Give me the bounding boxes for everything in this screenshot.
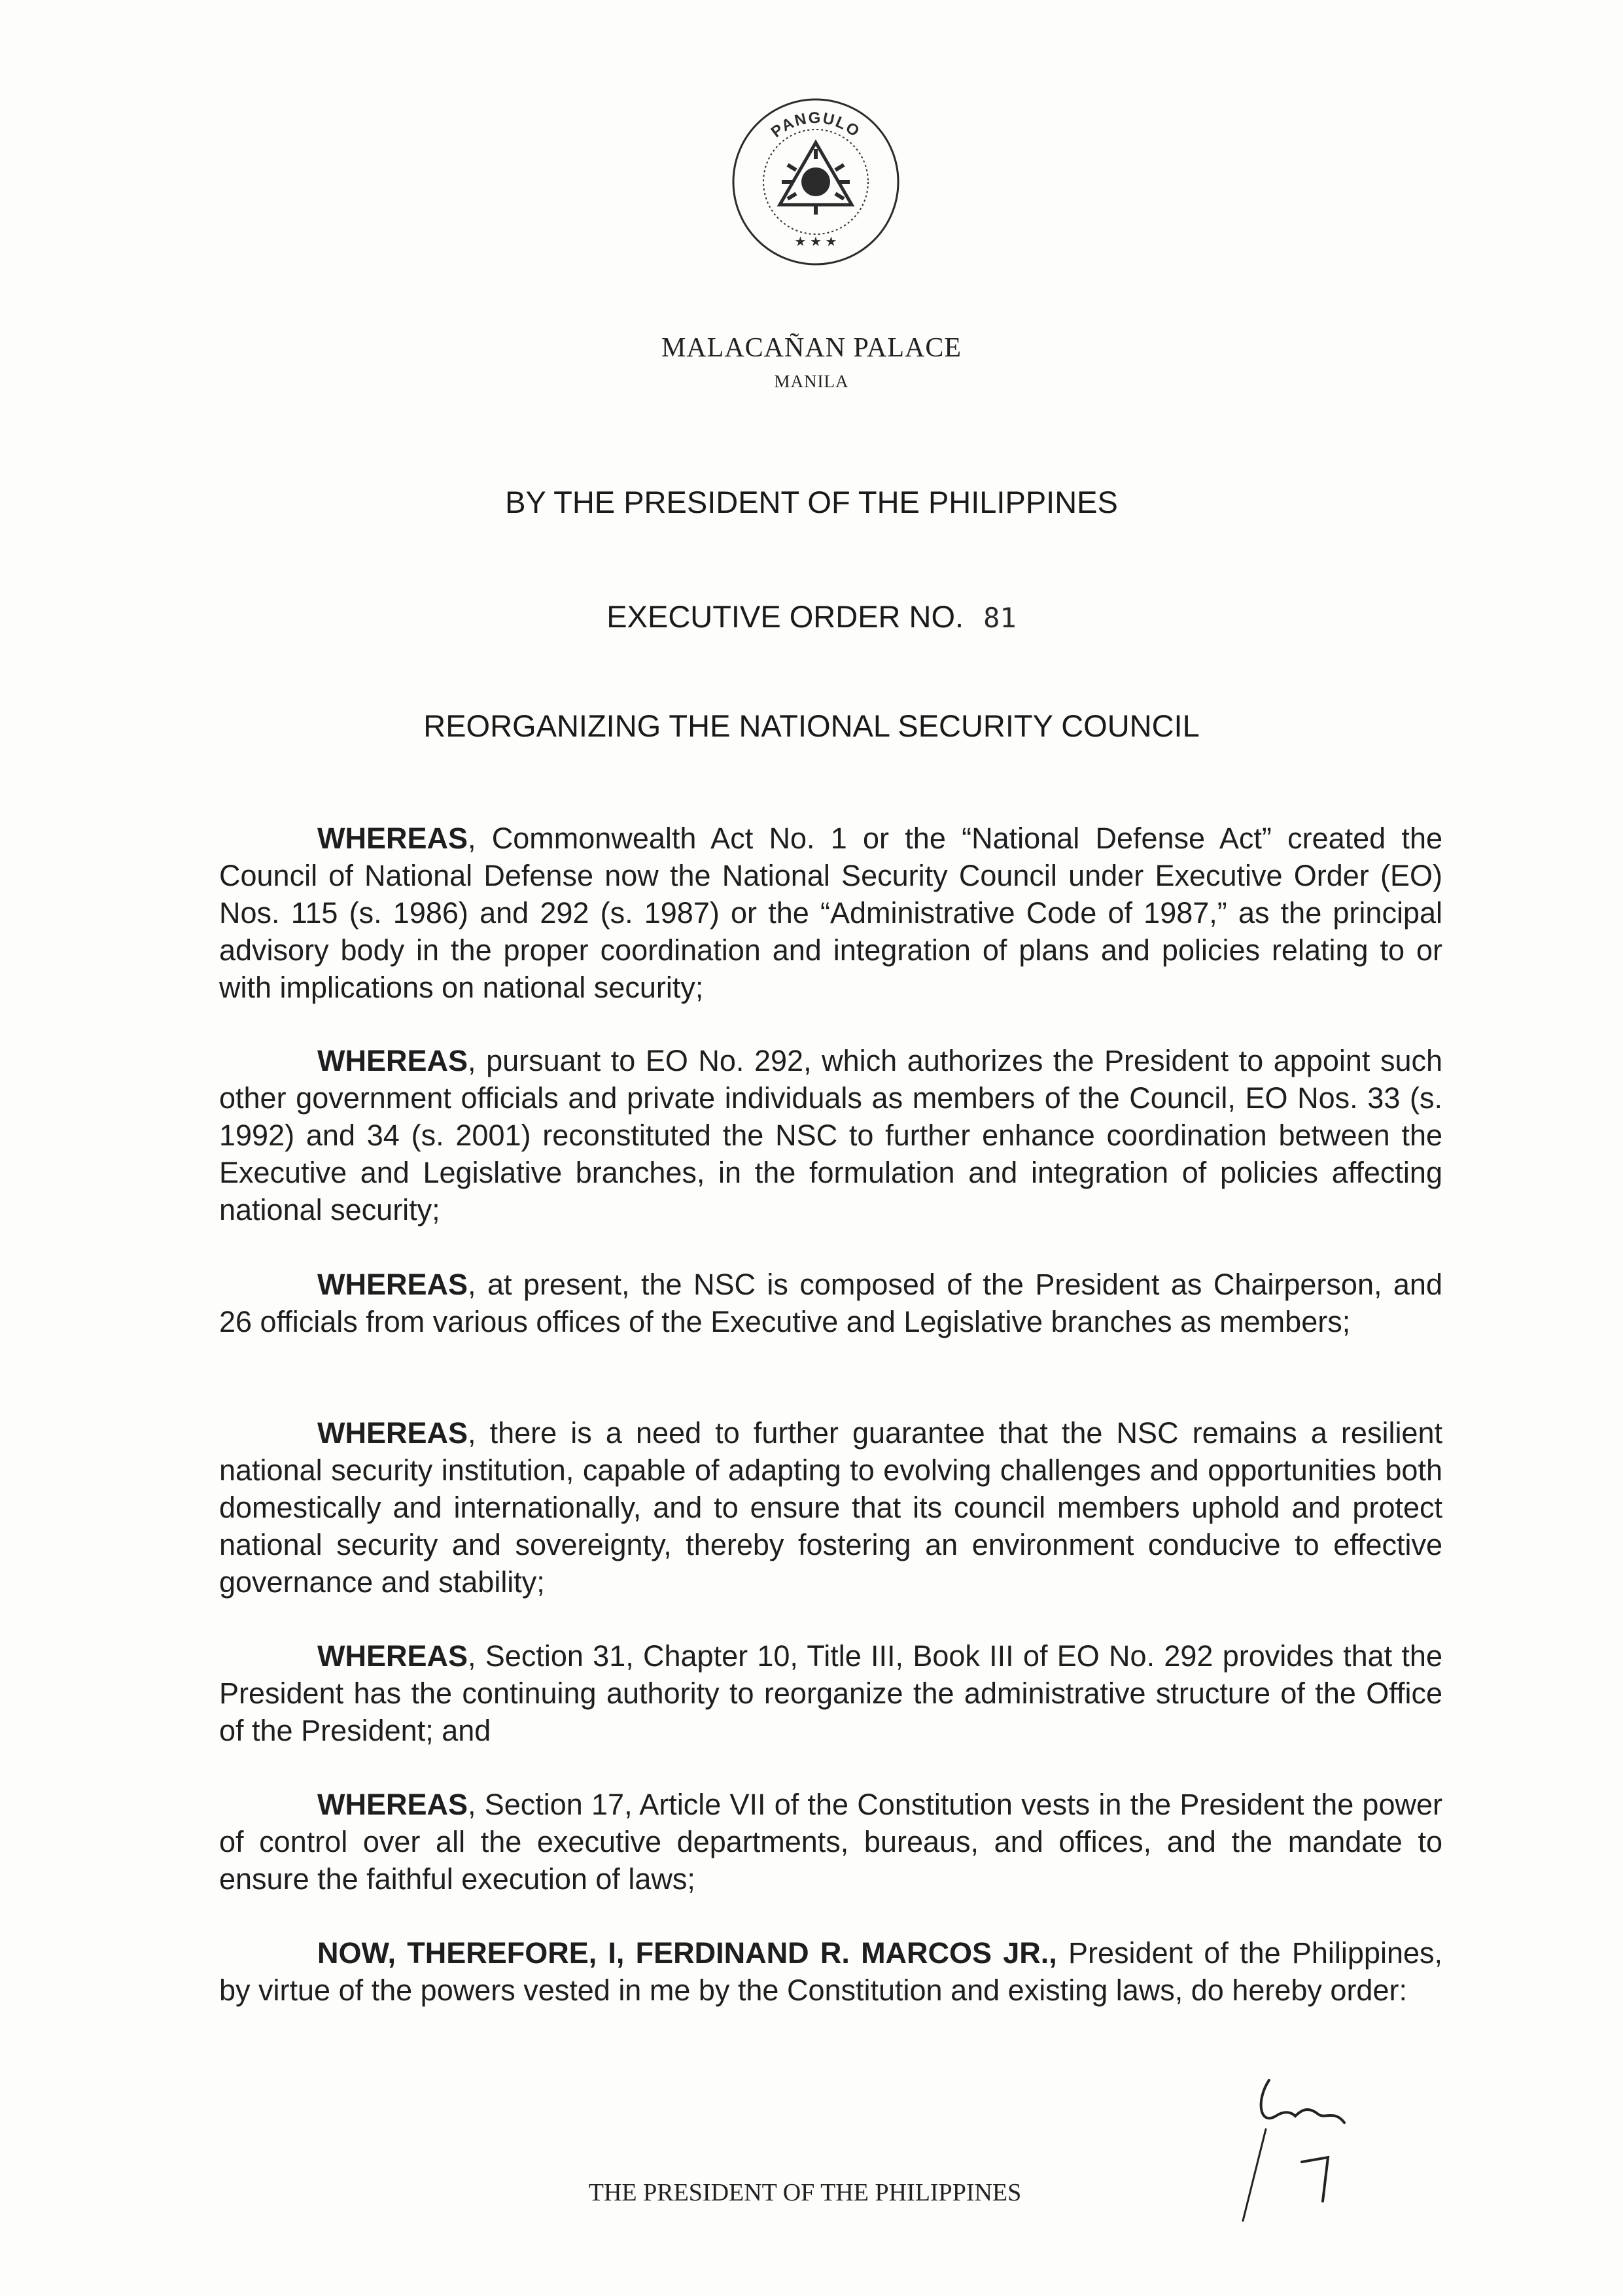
eo-label: EXECUTIVE ORDER NO. <box>606 599 964 634</box>
document-title: REORGANIZING THE NATIONAL SECURITY COUNCIL <box>423 708 1200 743</box>
presidential-seal-icon <box>731 97 901 267</box>
whereas-paragraph-6 <box>219 1786 1442 1898</box>
letterhead-city: MANILA <box>774 372 849 391</box>
now-therefore-paragraph <box>219 1934 1442 2009</box>
paragraph-text: , Section 17, Article VII of the Constitution vests in the President the power of control over all the executive departments, bureaus, and offices, and the mandate to ensure the faithful execution of laws; <box>219 1788 1442 1896</box>
executive-order-heading <box>0 599 1623 635</box>
by-line-heading: BY THE PRESIDENT OF THE PHILIPPINES <box>505 485 1118 519</box>
paragraph-lead: WHEREAS <box>317 822 468 855</box>
whereas-paragraph-1 <box>219 820 1442 1006</box>
whereas-paragraph-2 <box>219 1042 1442 1228</box>
svg-text:★ ★ ★: ★ ★ ★ <box>794 235 837 249</box>
whereas-paragraph-3 <box>219 1266 1442 1340</box>
letterhead-palace: MALACAÑAN PALACE <box>661 333 962 363</box>
whereas-paragraph-4 <box>219 1414 1442 1601</box>
svg-text:PANGULO <box>768 109 864 141</box>
paragraph-lead: WHEREAS <box>317 1416 468 1450</box>
page-footer: THE PRESIDENT OF THE PHILIPPINES <box>588 2179 1022 2206</box>
seal-text-top: PANGULO <box>767 109 864 141</box>
paragraph-lead: WHEREAS <box>317 1788 468 1821</box>
paragraph-text: President of the Philippines, by virtue of the powers vested in me by the Constitution and existing laws, do hereby order: <box>219 1936 1442 2007</box>
paragraph-text: , pursuant to EO No. 292, which authorizes the President to appoint such other government officials and private individuals as members of the Council, EO Nos. 33 (s. 1992) and 34 (s. 2001) reconstituted the NSC to further enhance coordination between the Executive and Legislative branches, in the formulation and integration of policies affecting national security; <box>219 1044 1442 1226</box>
paragraph-lead: WHEREAS <box>317 1044 468 1077</box>
eo-number: 81 <box>983 602 1017 634</box>
paragraph-text: , Commonwealth Act No. 1 or the “National Defense Act” created the Council of National Defense now the National Security Council under Executive Order (EO) Nos. 115 (s. 1986) and 292 (s. 1987) or the “Administrative Code of 1987,” as the principal advisory body in the proper coordination and integration of plans and policies relating to or with implications on national security; <box>219 822 1442 1004</box>
paragraph-lead: NOW, THEREFORE, I, FERDINAND R. MARCOS JR., <box>317 1936 1057 1970</box>
paragraph-text: , Section 31, Chapter 10, Title III, Book III of EO No. 292 provides that the President has the continuing authority to reorganize the administrative structure of the Office of the President; and <box>219 1639 1442 1747</box>
paragraph-lead: WHEREAS <box>317 1268 468 1301</box>
whereas-paragraph-5 <box>219 1637 1442 1749</box>
paragraph-lead: WHEREAS <box>317 1639 468 1673</box>
paragraph-text: , at present, the NSC is composed of the President as Chairperson, and 26 officials from various offices of the Executive and Legislative branches as members; <box>219 1268 1442 1338</box>
paragraph-text: , there is a need to further guarantee that the NSC remains a resilient national security institution, capable of adapting to evolving challenges and opportunities both domestically and internationally, and to ensure that its council members uphold and protect national security and sovereignty, thereby fostering an environment conducive to effective governance and stability; <box>219 1416 1442 1599</box>
